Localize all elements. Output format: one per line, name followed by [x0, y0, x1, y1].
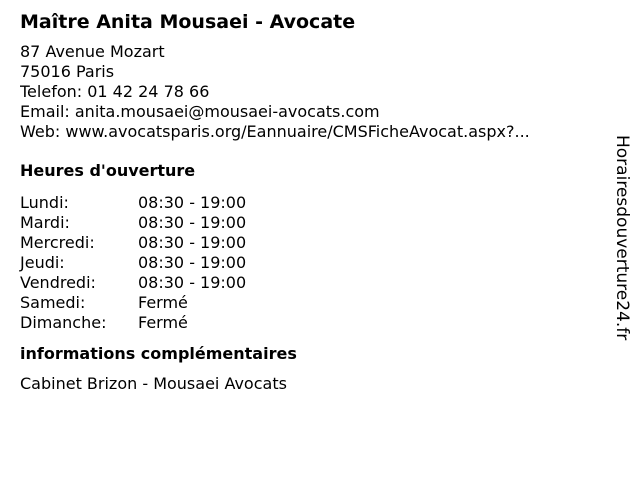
hours-row-monday — [20, 193, 600, 213]
time-value: 08:30 - 19:00 — [138, 213, 247, 232]
additional-info-text: Cabinet Brizon - Mousaei Avocats — [20, 374, 287, 393]
additional-info-heading: informations complémentaires — [20, 344, 297, 363]
time-value: 08:30 - 19:00 — [138, 273, 247, 292]
street-address: 87 Avenue Mozart — [20, 42, 165, 61]
time-value: Fermé — [138, 293, 188, 312]
day-label: Samedi: — [20, 293, 86, 312]
email-address: Email: anita.mousaei@mousaei-avocats.com — [20, 102, 380, 121]
phone-number: Telefon: 01 42 24 78 66 — [20, 82, 210, 101]
hours-row-wednesday — [20, 233, 600, 253]
hours-row-sunday — [20, 313, 600, 333]
business-card — [20, 10, 600, 394]
opening-hours-table — [20, 193, 600, 333]
time-value: Fermé — [138, 313, 188, 332]
day-label: Dimanche: — [20, 313, 107, 332]
page-title: Maître Anita Mousaei - Avocate — [20, 11, 356, 33]
day-label: Lundi: — [20, 193, 69, 212]
day-label: Mardi: — [20, 213, 70, 232]
city-address: 75016 Paris — [20, 62, 115, 81]
day-label: Mercredi: — [20, 233, 95, 252]
day-label: Jeudi: — [20, 253, 65, 272]
time-value: 08:30 - 19:00 — [138, 193, 247, 212]
hours-row-thursday — [20, 253, 600, 273]
opening-hours-heading: Heures d'ouverture — [20, 161, 196, 180]
time-value: 08:30 - 19:00 — [138, 253, 247, 272]
time-value: 08:30 - 19:00 — [138, 233, 247, 252]
hours-row-friday — [20, 273, 600, 293]
day-label: Vendredi: — [20, 273, 96, 292]
hours-row-saturday — [20, 293, 600, 313]
watermark-text: Horairesdouverture24.fr — [612, 135, 632, 341]
hours-row-tuesday — [20, 213, 600, 233]
website-link: Web: www.avocatsparis.org/Eannuaire/CMSFicheAvocat.aspx?... — [20, 122, 530, 141]
address-block — [20, 42, 600, 142]
